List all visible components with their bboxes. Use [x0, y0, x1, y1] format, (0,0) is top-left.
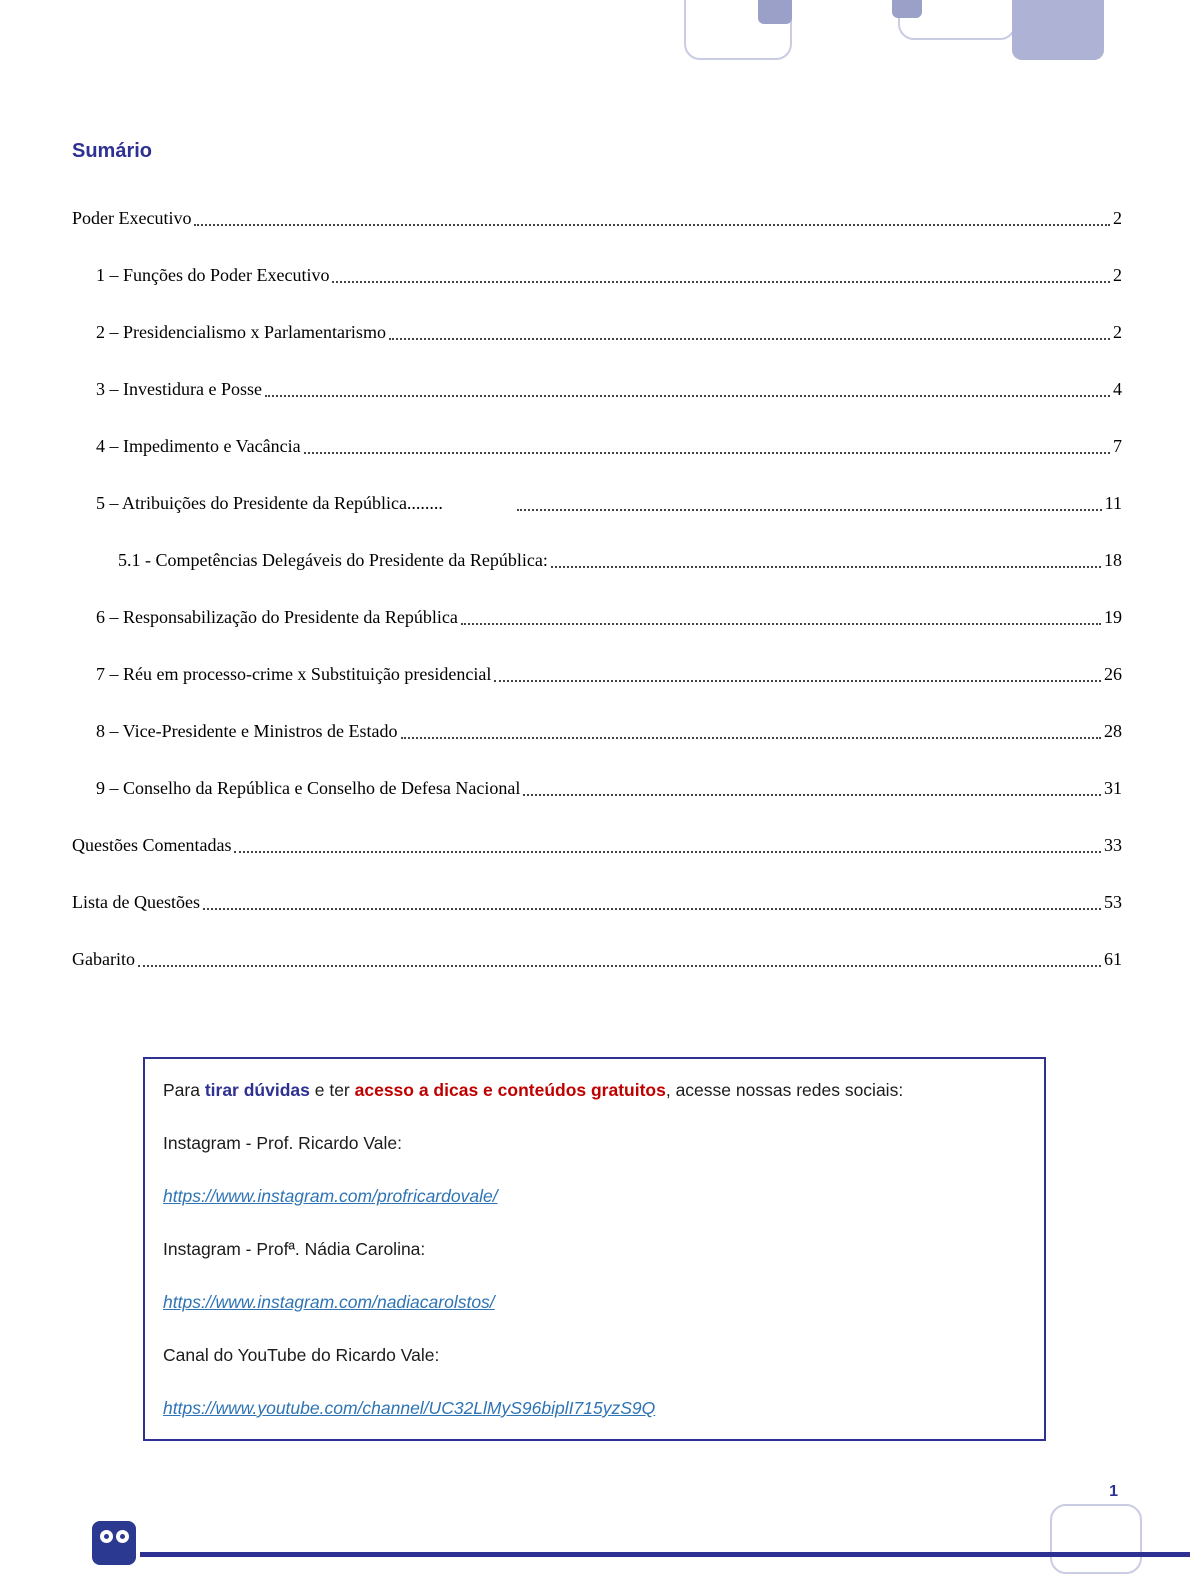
toc-entry-page: 19	[1104, 607, 1122, 627]
toc-entry-page: 4	[1113, 379, 1122, 399]
toc-dot-leader	[138, 965, 1101, 967]
toc-title: Sumário	[72, 140, 153, 162]
toc-dot-leader	[194, 224, 1110, 226]
intro-pre: Para	[163, 1080, 205, 1100]
footer-divider-line	[140, 1552, 1190, 1557]
toc-entry-investidura[interactable]	[96, 378, 1122, 401]
toc-entry-label: 6 – Responsabilização do Presidente da República	[96, 607, 458, 627]
toc-entry-label: Gabarito	[72, 949, 135, 969]
toc-entry-label: 4 – Impedimento e Vacância	[96, 436, 301, 456]
toc-entry-competencias-delegaveis[interactable]	[118, 549, 1122, 572]
toc-entry-label: 1 – Funções do Poder Executivo	[96, 265, 330, 285]
toc-dot-leader	[401, 737, 1101, 739]
toc-dot-leader	[461, 623, 1101, 625]
toc-entry-page: 33	[1104, 835, 1122, 855]
toc-entry-presidencialismo[interactable]	[96, 321, 1122, 344]
toc-entry-gabarito[interactable]	[72, 948, 1122, 971]
toc-entry-label: Lista de Questões	[72, 892, 200, 912]
decor-filled-square-large	[1012, 0, 1104, 60]
toc-dot-leader	[304, 452, 1110, 454]
decor-filled-square-small-1	[758, 0, 792, 24]
decor-filled-square-small-2	[892, 0, 922, 18]
toc-entry-page: 2	[1113, 208, 1122, 228]
toc-entry-page: 31	[1104, 778, 1122, 798]
table-of-contents	[72, 140, 1122, 1005]
toc-dot-leader	[523, 794, 1101, 796]
owl-eye-right-icon	[116, 1530, 129, 1543]
toc-entry-page: 53	[1104, 892, 1122, 912]
social-box-intro	[163, 1079, 1026, 1101]
intro-post: , acesse nossas redes sociais:	[665, 1080, 904, 1100]
toc-entry-poder-executivo[interactable]	[72, 207, 1122, 230]
toc-entry-atribuicoes[interactable]	[96, 492, 1122, 515]
instagram-nadia-label: Instagram - Profª. Nádia Carolina:	[163, 1239, 426, 1259]
page-number: 1	[1109, 1483, 1118, 1500]
toc-entry-label: Questões Comentadas	[72, 835, 232, 855]
toc-dot-leader	[517, 509, 1102, 511]
toc-entry-page: 61	[1104, 949, 1122, 969]
intro-highlight-blue: tirar dúvidas	[204, 1080, 310, 1100]
decor-rounded-outline-bottom-right	[1050, 1504, 1142, 1574]
toc-entry-page: 28	[1104, 721, 1122, 741]
toc-dot-leader	[551, 566, 1101, 568]
toc-entry-label: 7 – Réu em processo-crime x Substituição presidencial	[96, 664, 492, 684]
toc-dot-leader	[203, 908, 1101, 910]
youtube-ricardo-link[interactable]: https://www.youtube.com/channel/UC32LlMyS96biplI715yzS9Q	[163, 1398, 656, 1418]
toc-entry-label: 8 – Vice-Presidente e Ministros de Estado	[96, 721, 398, 741]
intro-highlight-red: acesso a dicas e conteúdos gratuitos	[354, 1080, 666, 1100]
toc-entry-lista-de-questoes[interactable]	[72, 891, 1122, 914]
toc-entry-page: 18	[1104, 550, 1122, 570]
toc-dot-leader	[332, 281, 1110, 283]
toc-entry-label: 5 – Atribuições do Presidente da República........	[96, 493, 443, 513]
owl-eye-left-icon	[100, 1530, 113, 1543]
toc-entry-page: 11	[1104, 493, 1122, 513]
toc-entry-label: Poder Executivo	[72, 208, 192, 228]
toc-entry-page: 2	[1113, 322, 1122, 342]
toc-entry-funcoes[interactable]	[96, 264, 1122, 287]
toc-entry-label: 3 – Investidura e Posse	[96, 379, 262, 399]
instagram-nadia-link[interactable]: https://www.instagram.com/nadiacarolstos/	[163, 1292, 495, 1312]
toc-entry-questoes-comentadas[interactable]	[72, 834, 1122, 857]
toc-entry-impedimento[interactable]	[96, 435, 1122, 458]
toc-entry-page: 7	[1113, 436, 1122, 456]
instagram-ricardo-link[interactable]: https://www.instagram.com/profricardovale/	[163, 1186, 498, 1206]
toc-entry-responsabilizacao[interactable]	[96, 606, 1122, 629]
social-media-box	[143, 1057, 1046, 1441]
toc-entry-vice-presidente[interactable]	[96, 720, 1122, 743]
toc-entry-page: 26	[1104, 664, 1122, 684]
toc-dot-leader	[265, 395, 1110, 397]
toc-dot-leader	[234, 851, 1101, 853]
toc-entry-page: 2	[1113, 265, 1122, 285]
youtube-ricardo-label: Canal do YouTube do Ricardo Vale:	[163, 1345, 440, 1365]
intro-mid: e ter	[309, 1080, 355, 1100]
toc-entry-reu-processo-crime[interactable]	[96, 663, 1122, 686]
owl-logo	[92, 1521, 136, 1565]
toc-dot-leader	[494, 680, 1101, 682]
toc-dot-leader	[389, 338, 1110, 340]
toc-entry-label: 9 – Conselho da República e Conselho de Defesa Nacional	[96, 778, 521, 798]
toc-entry-label: 5.1 - Competências Delegáveis do Presidente da República:	[118, 550, 548, 570]
toc-entry-label: 2 – Presidencialismo x Parlamentarismo	[96, 322, 386, 342]
toc-entry-conselho-republica[interactable]	[96, 777, 1122, 800]
instagram-ricardo-label: Instagram - Prof. Ricardo Vale:	[163, 1133, 402, 1153]
